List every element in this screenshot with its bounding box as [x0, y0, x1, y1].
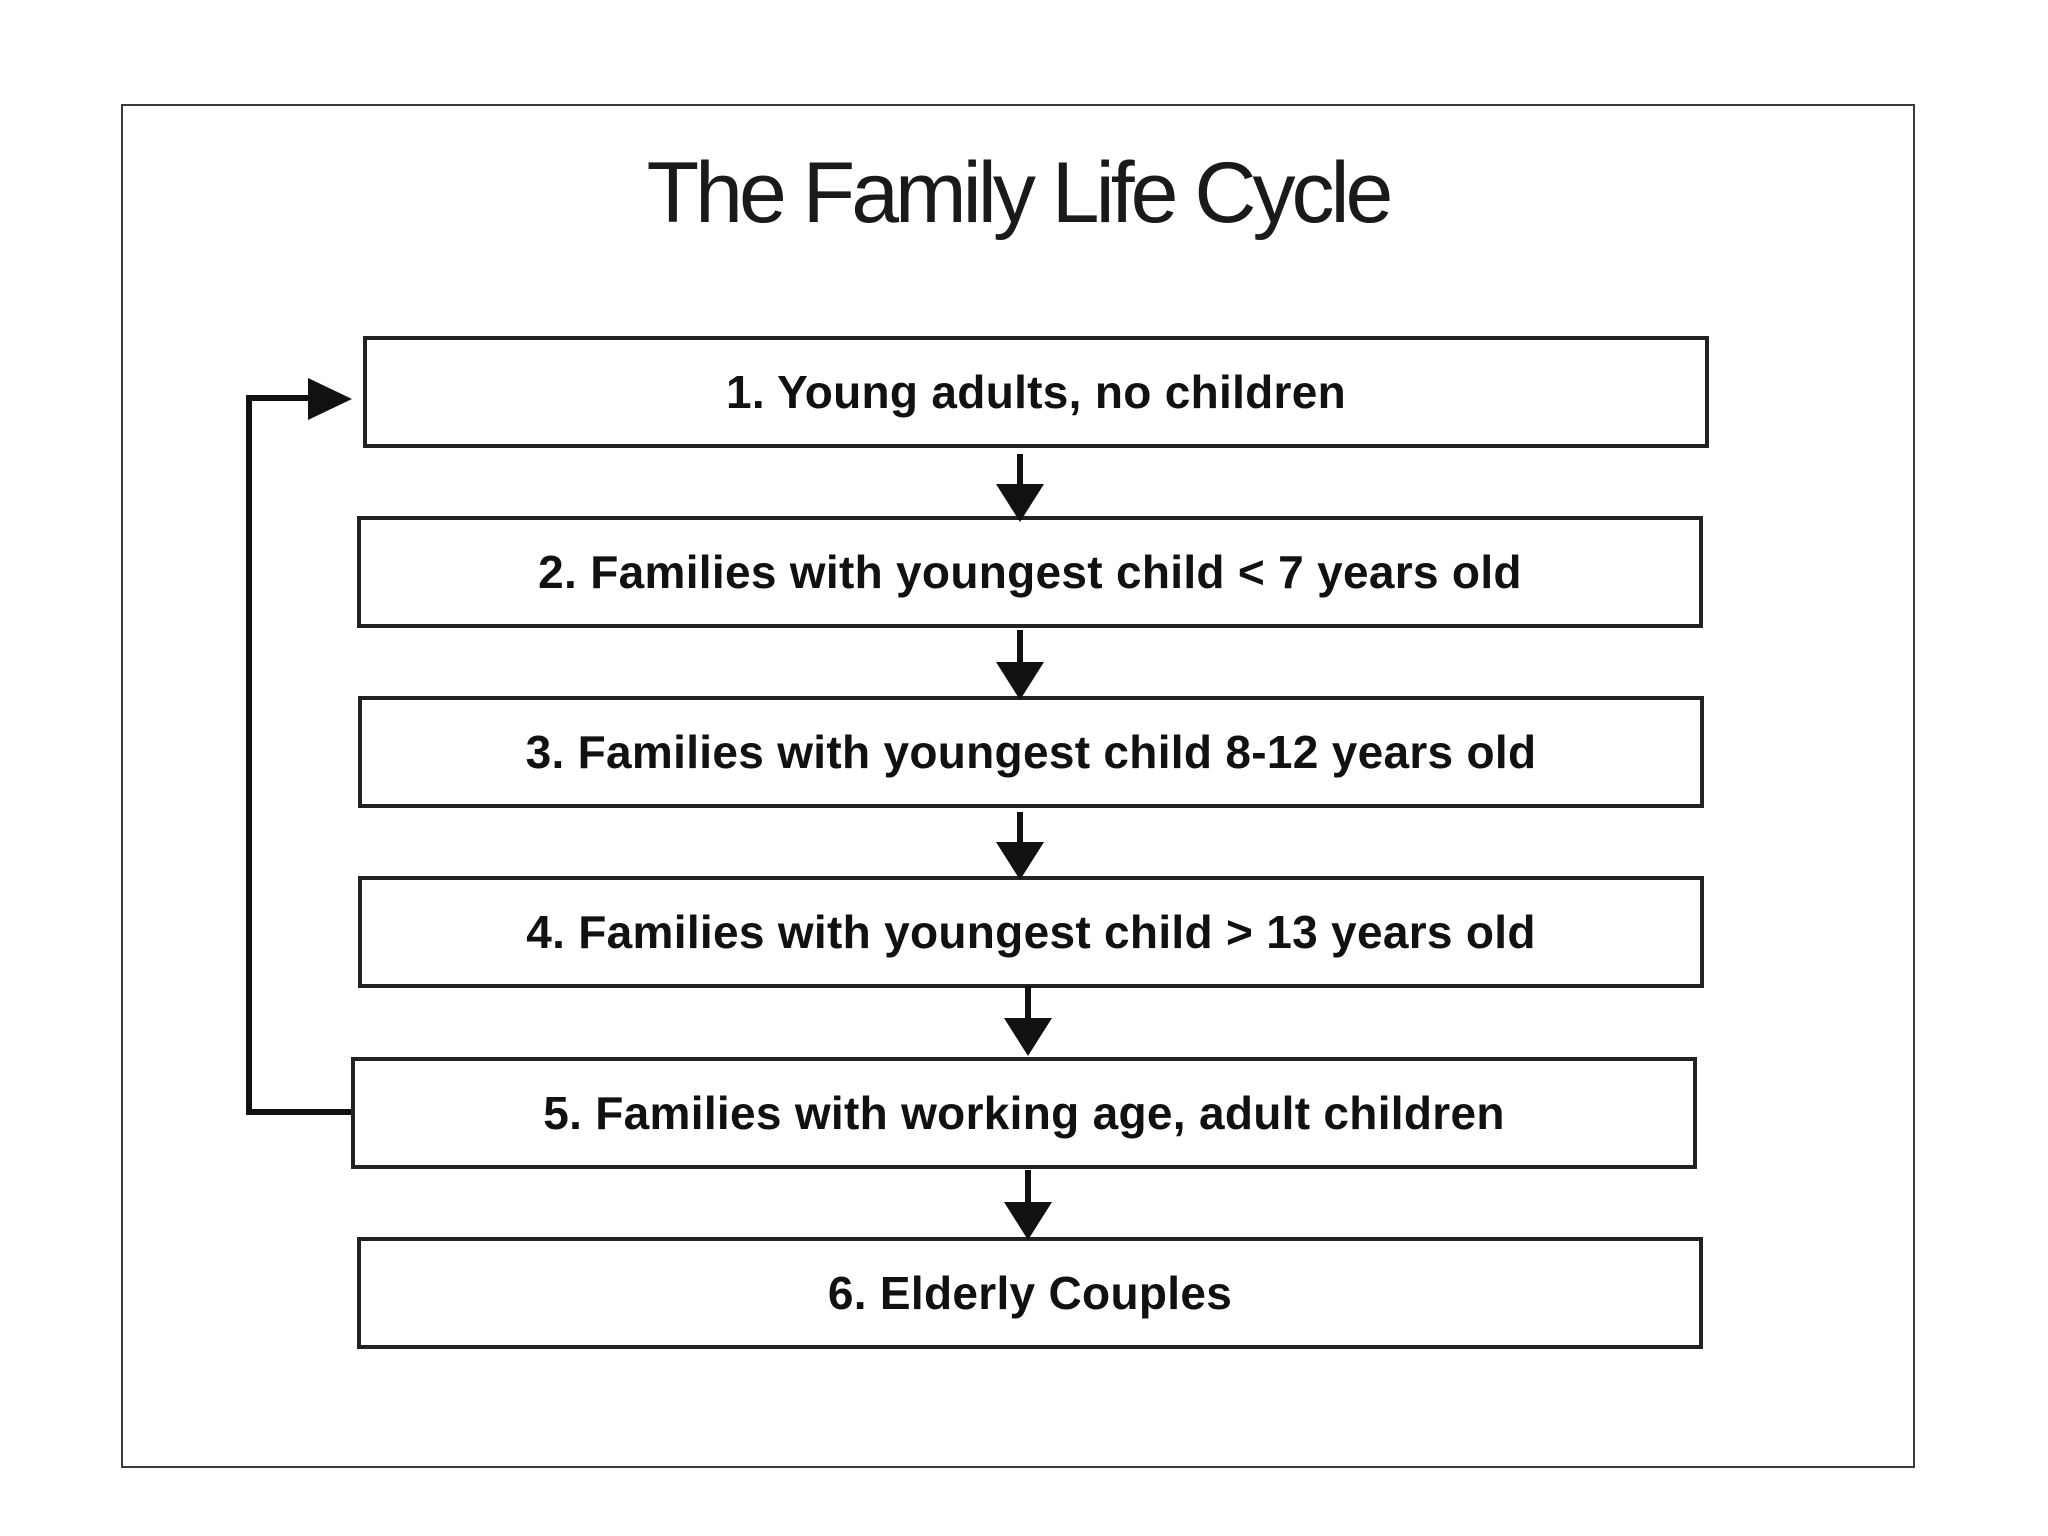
step-label-6: 6. Elderly Couples — [827, 1267, 1233, 1319]
step-box-5 — [351, 1057, 1697, 1169]
step-box-4 — [358, 876, 1704, 988]
step-label-4: 4. Families with youngest child > 13 years old — [526, 906, 1536, 958]
diagram-title: The Family Life Cycle — [646, 145, 1390, 241]
step-label-3: 3. Families with youngest child 8-12 years old — [525, 726, 1537, 778]
step-box-1 — [363, 336, 1709, 448]
step-label-1: 1. Young adults, no children — [725, 366, 1347, 418]
step-box-6 — [357, 1237, 1703, 1349]
step-box-3 — [358, 696, 1704, 808]
step-label-2: 2. Families with youngest child < 7 years old — [538, 546, 1522, 598]
step-label-5: 5. Families with working age, adult children — [543, 1087, 1505, 1139]
step-box-2 — [357, 516, 1703, 628]
